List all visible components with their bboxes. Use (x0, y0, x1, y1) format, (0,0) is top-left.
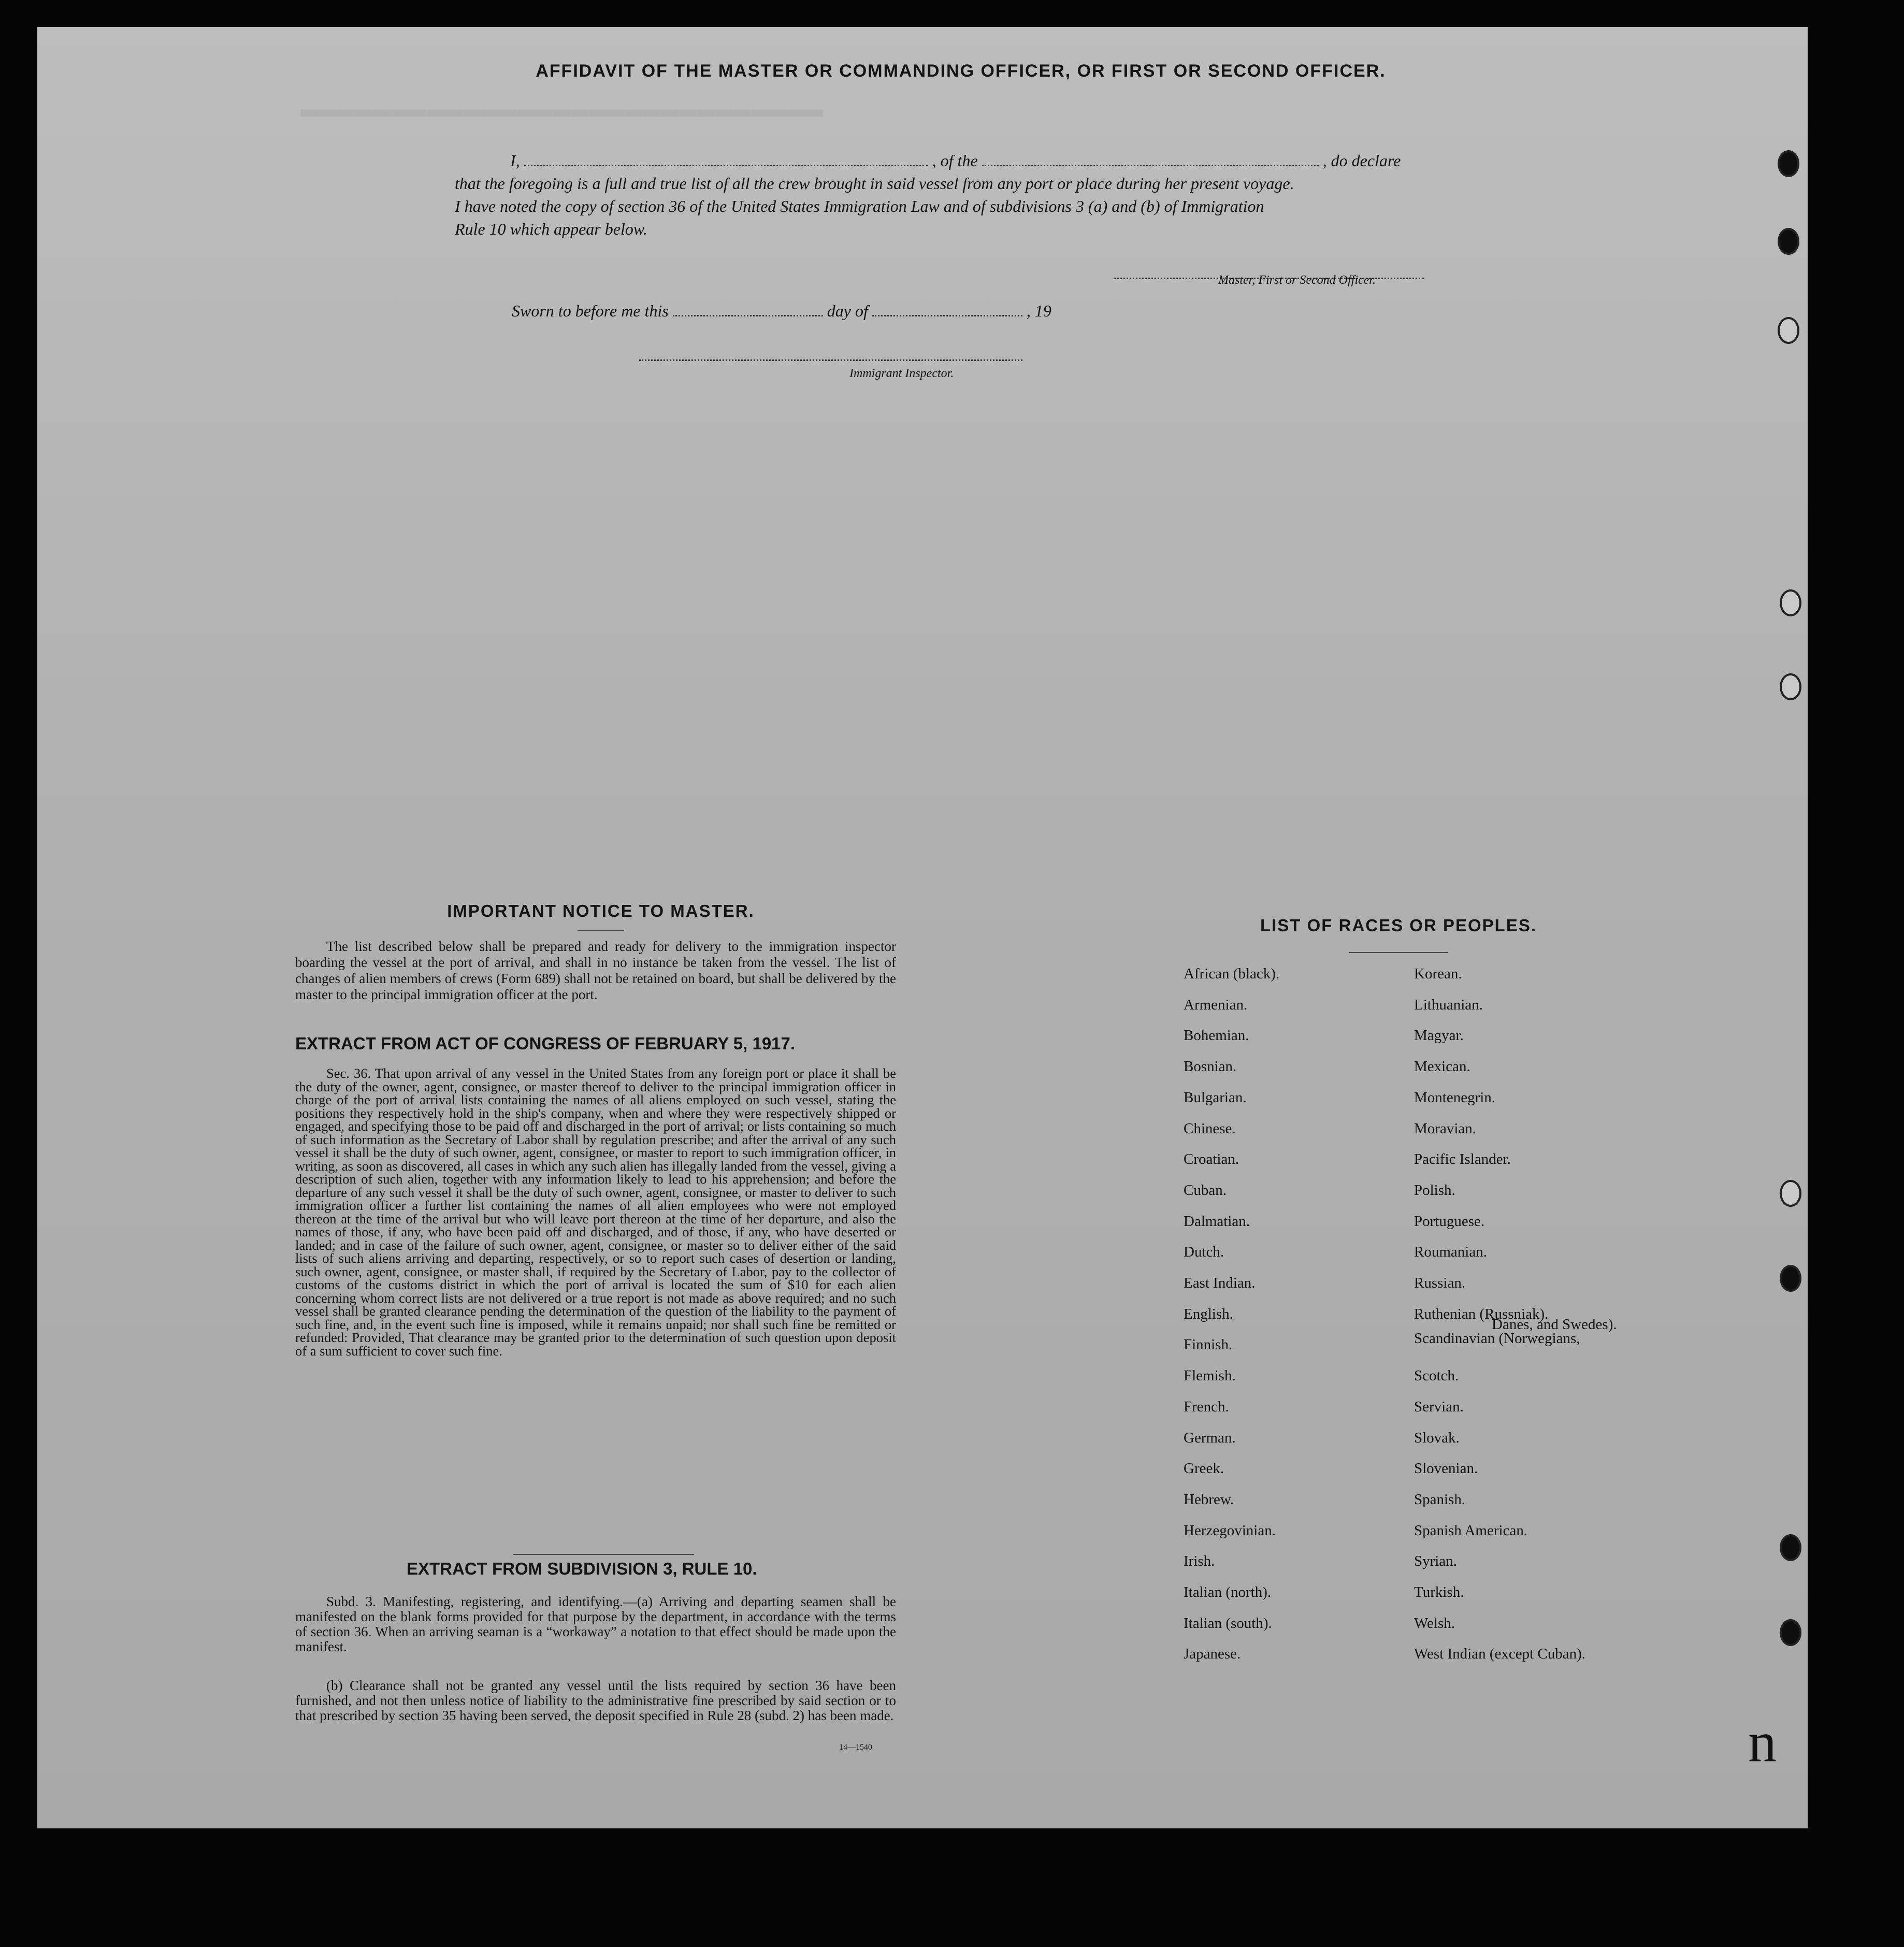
race-item: Armenian. (1184, 996, 1248, 1013)
act-text: Sec. 36. That upon arrival of any vessel in the United States from any foreign port or place it shall be the duty of the owner, agent, consignee, or master thereof to deliver to the principal immigration officer in charge of the port of arrival lists containing the names of all aliens employed on such vessel, stating the positions they respectively hold in the ship's company, when and where they were respectively shipped or engaged, and specifying those to be paid off and discharged in the port of arrival; or lists containing so much of such information as the Secretary of Labor shall by regulation prescribe; and after the arrival of any such vessel it shall be the duty of such owner, agent, consignee, or master to report to such immigration officer, in writing, as soon as discovered, all cases in which any such alien has illegally landed from the vessel, giving a description of such alien, together with any information likely to lead to his apprehension; and before the departure of any such vessel it shall be the duty of such owner, agent, consignee, or master to deliver to such immigration officer a further list containing the names of all alien employees who were not employed thereon at the time of the arrival but who will leave port thereon at the time of her departure, and also the names of those, if any, who have been paid off and discharged, and of those, if any, who have deserted or landed; and in case of the failure of such owner, agent, consignee, or master so to deliver either of the said lists of such aliens arriving and departing, respectively, or so to report such cases of desertion or landing, such owner, agent, consignee, or master shall, if required by the Secretary of Labor, pay to the collector of customs of the customs district in which the port of arrival is located the sum of $10 for each alien concerning whom correct lists are not delivered or a true report is not made as above required; and no such vessel shall be granted clearance pending the determination of the question of the liability to the payment of such fine, and, in the event such fine is imposed, while it remains unpaid; nor shall such fine be remitted or refunded: Provided, That clearance may be granted prior to the determination of such question upon deposit of a sum sufficient to cover such fine. (295, 1065, 896, 1359)
race-item: East Indian. (1184, 1275, 1256, 1291)
form-number: 14—1540 (839, 1743, 872, 1752)
vessel-blank (982, 151, 1319, 166)
race-item: Spanish. (1414, 1491, 1466, 1508)
race-item: Turkish. (1414, 1584, 1464, 1600)
race-item: Bosnian. (1184, 1058, 1237, 1075)
races-rule (1349, 952, 1448, 953)
bleed-through-heading: ▬▬▬▬▬▬▬▬▬▬▬▬▬▬▬▬▬▬▬▬▬▬▬▬▬▬▬▬▬ (300, 93, 824, 127)
race-item: Danes, and Swedes). (1492, 1316, 1617, 1333)
race-item: Japanese. (1184, 1646, 1241, 1663)
races-title: LIST OF RACES OR PEOPLES. (1260, 916, 1537, 935)
race-item: Polish. (1414, 1181, 1455, 1199)
binder-hole (1780, 589, 1801, 616)
year-label: , 19 (1026, 301, 1051, 320)
race-item: Chinese. (1184, 1120, 1236, 1137)
notice-title: IMPORTANT NOTICE TO MASTER. (447, 901, 755, 920)
act-title: EXTRACT FROM ACT OF CONGRESS OF FEBRUARY 5, 1917. (295, 1034, 796, 1053)
day-of-label: day of (827, 301, 868, 320)
race-item: Magyar. (1414, 1027, 1464, 1044)
rule-divider (513, 1554, 694, 1555)
binder-hole (1780, 1180, 1801, 1207)
race-item: Herzegovinian. (1184, 1522, 1276, 1539)
affidavit-line-2: that the foregoing is a full and true list of all the crew brought in said vessel from any port or place during her present voyage. (455, 174, 1294, 193)
rule-title: EXTRACT FROM SUBDIVISION 3, RULE 10. (407, 1559, 757, 1578)
rule-text-a: Subd. 3. Manifesting, registering, and identifying.—(a) Arriving and departing seamen shall be manifested on the blank forms provided for that purpose by the department, in accordance with the terms of section 36. When an arriving seaman is a “workaway” a notation to that effect should be made upon the manifest. (295, 1594, 896, 1654)
race-item: African (black). (1184, 965, 1280, 982)
name-blank (524, 151, 928, 166)
race-item: Syrian. (1414, 1553, 1457, 1570)
race-item: Korean. (1414, 965, 1462, 982)
race-item: Russian. (1414, 1275, 1466, 1291)
race-item: German. (1184, 1429, 1236, 1446)
affidavit-of-the: , of the (932, 151, 978, 170)
race-item: Bulgarian. (1184, 1089, 1247, 1106)
race-item: Dalmatian. (1184, 1213, 1250, 1230)
race-item: Scotch. (1414, 1367, 1459, 1384)
affidavit-declare: , do declare (1322, 151, 1401, 170)
race-item: Flemish. (1184, 1367, 1236, 1384)
affidavit-line-4: Rule 10 which appear below. (455, 220, 647, 238)
race-item: Ruthenian (Russniak). (1414, 1305, 1549, 1322)
affidavit-i: I, (510, 151, 520, 170)
race-item: Slovenian. (1414, 1460, 1478, 1477)
race-item: Greek. (1184, 1460, 1224, 1477)
race-item: Pacific Islander. (1414, 1151, 1511, 1168)
race-item: Servian. (1414, 1398, 1464, 1415)
race-item: Lithuanian. (1414, 996, 1483, 1013)
inspector-caption: Immigrant Inspector. (849, 367, 954, 380)
binder-hole (1780, 673, 1801, 700)
race-item: Bohemian. (1184, 1027, 1249, 1044)
race-item: Mexican. (1414, 1058, 1470, 1075)
race-item: English. (1184, 1305, 1233, 1322)
binder-hole (1780, 1265, 1801, 1292)
race-item: West Indian (except Cuban). (1414, 1646, 1586, 1663)
race-item: Croatian. (1184, 1151, 1239, 1168)
race-item: French. (1184, 1398, 1229, 1415)
race-item: Finnish. (1184, 1336, 1233, 1353)
race-item: Irish. (1184, 1553, 1215, 1570)
rule-text-b: (b) Clearance shall not be granted any vessel until the lists required by section 36 have been furnished, and not then unless notice of liability to the administrative fine prescribed by said section or to that prescribed by section 35 having been served, the deposit specified in Rule 28 (subd. 2) has been made. (295, 1678, 896, 1723)
race-item: Slovak. (1414, 1429, 1460, 1446)
race-item: Italian (south). (1184, 1614, 1272, 1632)
race-item: Scandinavian (Norwegians, (1414, 1330, 1580, 1347)
binder-hole (1778, 150, 1799, 177)
race-item: Hebrew. (1184, 1491, 1234, 1508)
race-item: Dutch. (1184, 1244, 1224, 1261)
affidavit-title: AFFIDAVIT OF THE MASTER OR COMMANDING OFFICER, OR FIRST OR SECOND OFFICER. (536, 61, 1386, 81)
officer-caption: Master, First or Second Officer. (1218, 273, 1376, 287)
notice-text: The list described below shall be prepared and ready for delivery to the immigration inspector boarding the vessel at the port of arrival, and shall in no instance be taken from the vessel. The list of changes of alien members of crews (Form 689) shall not be retained on board, but shall be delivered by the master to the principal immigration officer at the port. (295, 939, 896, 1002)
race-item: Montenegrin. (1414, 1089, 1496, 1106)
sworn-line (512, 301, 1051, 321)
sworn-label: Sworn to before me this (512, 301, 669, 320)
affidavit-line-3: I have noted the copy of section 36 of the United States Immigration Law and of subdivisions 3 (a) and (b) of Immigration (455, 197, 1264, 215)
inspector-signature-line (639, 346, 1022, 361)
binder-hole (1780, 1534, 1801, 1561)
binder-hole (1778, 317, 1799, 344)
binder-hole (1778, 228, 1799, 255)
race-item: Moravian. (1414, 1120, 1476, 1137)
race-item: Portuguese. (1414, 1213, 1485, 1230)
race-item: Roumanian. (1414, 1244, 1487, 1261)
affidavit-line-1 (510, 151, 1401, 170)
day-blank (673, 301, 823, 316)
race-item: Cuban. (1184, 1181, 1227, 1199)
binder-hole (1780, 1619, 1801, 1646)
notice-rule (578, 930, 624, 931)
handwritten-mark: n (1748, 1710, 1777, 1773)
race-item: Spanish American. (1414, 1522, 1528, 1539)
race-item: Italian (north). (1184, 1584, 1272, 1600)
month-blank (872, 301, 1022, 316)
race-item: Welsh. (1414, 1614, 1455, 1632)
